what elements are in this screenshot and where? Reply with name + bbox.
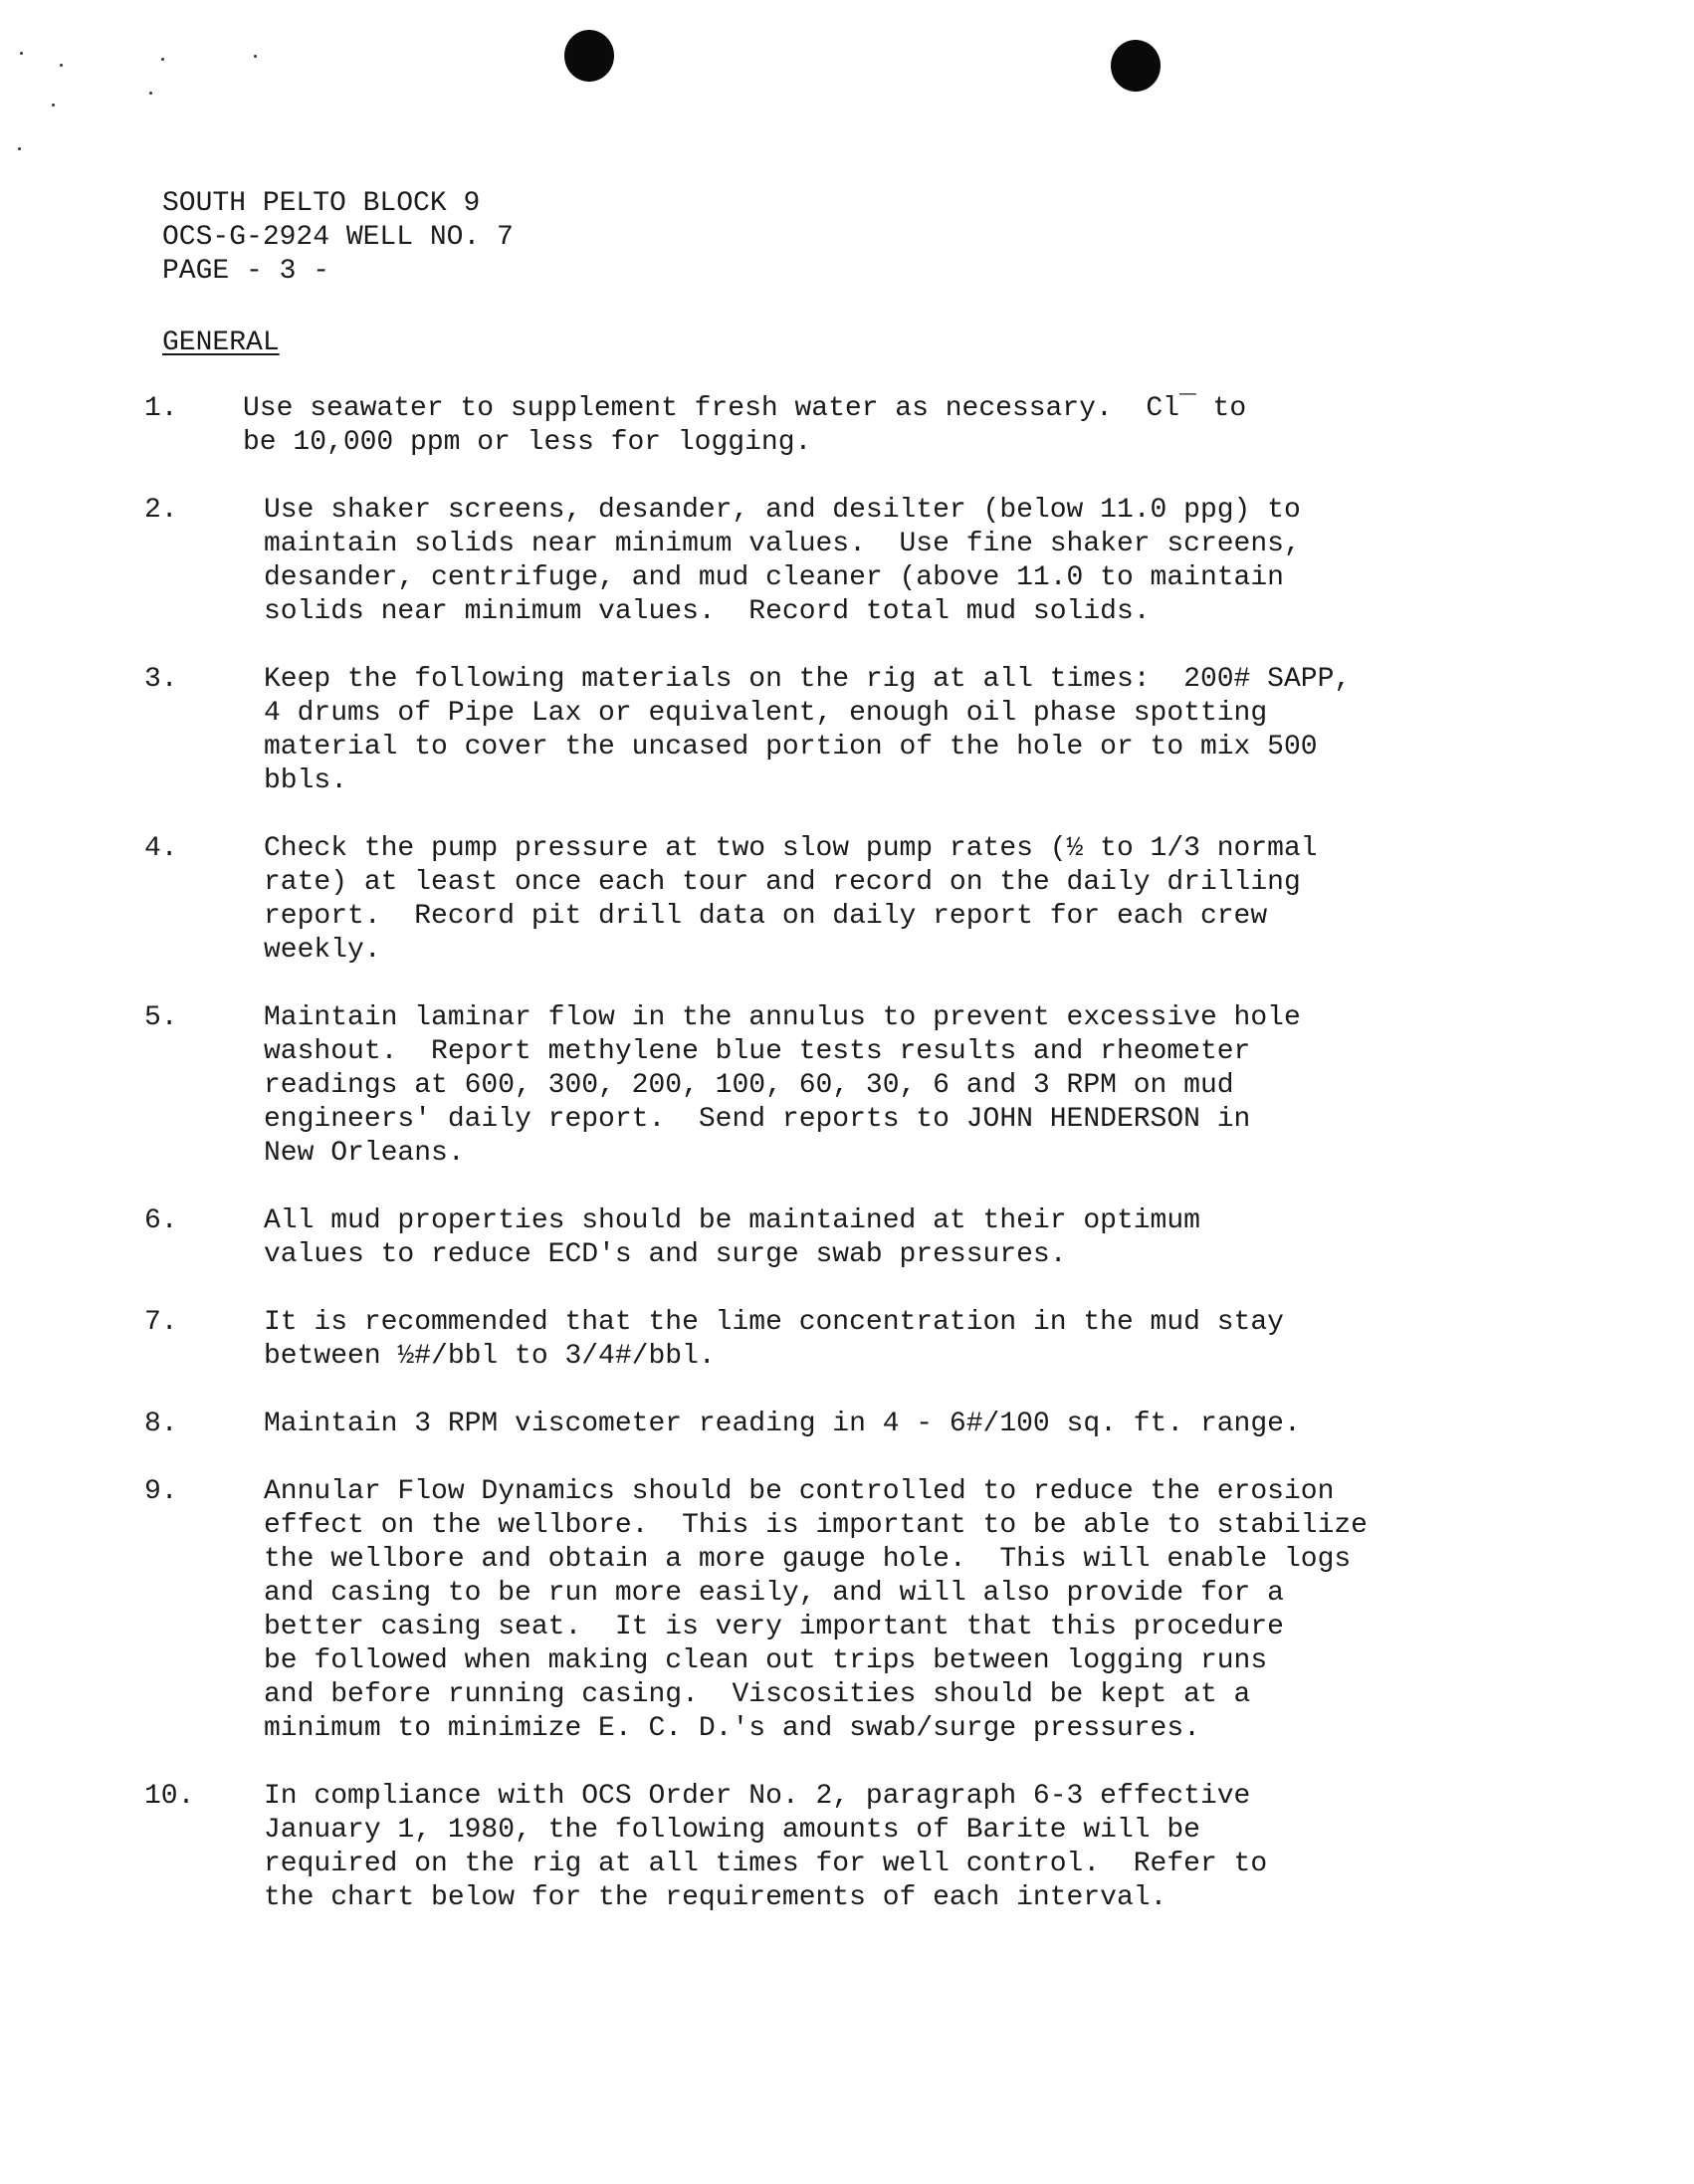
item-text-line: be followed when making clean out trips between logging runs (264, 1645, 1268, 1676)
item-text-line: report. Record pit drill data on daily report for each crew (264, 901, 1268, 932)
item-text-line: and casing to be run more easily, and will also provide for a (264, 1578, 1284, 1609)
item-text-line: the chart below for the requirements of each interval. (264, 1882, 1167, 1913)
item-text-line: All mud properties should be maintained at their optimum (264, 1205, 1200, 1236)
scan-speck (20, 52, 23, 55)
item-text-line: effect on the wellbore. This is important to be able to stabilize (264, 1510, 1368, 1541)
item-text (264, 1001, 1607, 1171)
item-text-line: Use seawater to supplement fresh water as necessary. Cl¯ to (243, 393, 1247, 424)
item-text (264, 1306, 1607, 1374)
section-title-general: GENERAL (162, 328, 280, 358)
scan-speck (149, 92, 152, 95)
item-number: 5. (144, 1002, 178, 1033)
item-text (243, 392, 1587, 460)
item-text-line: desander, centrifuge, and mud cleaner (above 11.0 to maintain (264, 562, 1284, 593)
item-text-line: material to cover the uncased portion of the hole or to mix 500 (264, 732, 1318, 763)
item-text (264, 663, 1607, 798)
scan-speck (254, 55, 257, 58)
item-text-line: minimum to minimize E. C. D.'s and swab/surge pressures. (264, 1713, 1200, 1744)
item-text-line: Keep the following materials on the rig at all times: 200# SAPP, (264, 664, 1352, 695)
item-text (264, 832, 1607, 968)
scan-speck (52, 104, 55, 107)
item-number: 1. (144, 393, 178, 424)
list-item (0, 1780, 1694, 1915)
punch-hole-left (564, 30, 614, 82)
item-text-line: Check the pump pressure at two slow pump rates (½ to 1/3 normal (264, 833, 1318, 864)
list-item (0, 1475, 1694, 1746)
item-number: 9. (144, 1476, 178, 1507)
header-well-line: OCS-G-2924 WELL NO. 7 (162, 222, 514, 253)
item-text-line: Annular Flow Dynamics should be controlled to reduce the erosion (264, 1476, 1335, 1507)
item-text-line: rate) at least once each tour and record on the daily drilling (264, 867, 1301, 898)
item-text-line: Maintain laminar flow in the annulus to prevent excessive hole (264, 1002, 1301, 1033)
list-item (0, 832, 1694, 968)
item-text-line: maintain solids near minimum values. Use fine shaker screens, (264, 529, 1301, 559)
list-item (0, 1204, 1694, 1272)
item-number: 6. (144, 1205, 178, 1236)
header-page-line: PAGE - 3 - (162, 256, 330, 287)
document-header (162, 187, 514, 289)
numbered-list (0, 392, 1694, 1949)
scan-speck (18, 147, 21, 150)
item-text-line: values to reduce ECD's and surge swab pressures. (264, 1239, 1067, 1270)
item-text-line: between ½#/bbl to 3/4#/bbl. (264, 1341, 716, 1372)
item-text-line: the wellbore and obtain a more gauge hole. This will enable logs (264, 1544, 1352, 1575)
list-item (0, 1408, 1694, 1441)
list-item (0, 663, 1694, 798)
item-text-line: weekly. (264, 935, 381, 966)
list-item (0, 1306, 1694, 1374)
scan-speck (60, 64, 63, 67)
item-text-line: washout. Report methylene blue tests results and rheometer (264, 1036, 1251, 1067)
item-text (264, 1475, 1607, 1746)
item-number: 4. (144, 833, 178, 864)
item-text (264, 1204, 1607, 1272)
list-item (0, 1001, 1694, 1171)
list-item (0, 494, 1694, 629)
item-text-line: Maintain 3 RPM viscometer reading in 4 - 6#/100 sq. ft. range. (264, 1409, 1301, 1439)
list-item (0, 392, 1694, 460)
item-text-line: required on the rig at all times for well control. Refer to (264, 1849, 1268, 1879)
item-number: 10. (144, 1781, 195, 1812)
item-text-line: be 10,000 ppm or less for logging. (243, 427, 812, 458)
item-text-line: Use shaker screens, desander, and desilter (below 11.0 ppg) to (264, 495, 1301, 526)
item-number: 2. (144, 495, 178, 526)
header-block-line: SOUTH PELTO BLOCK 9 (162, 188, 481, 219)
scan-speck (161, 58, 164, 61)
item-text-line: engineers' daily report. Send reports to JOHN HENDERSON in (264, 1104, 1251, 1135)
item-text (264, 494, 1607, 629)
punch-hole-right (1111, 40, 1161, 92)
item-number: 7. (144, 1307, 178, 1338)
item-text-line: January 1, 1980, the following amounts of Barite will be (264, 1815, 1200, 1846)
item-text-line: In compliance with OCS Order No. 2, paragraph 6-3 effective (264, 1781, 1251, 1812)
item-text-line: and before running casing. Viscosities should be kept at a (264, 1679, 1251, 1710)
item-text-line: 4 drums of Pipe Lax or equivalent, enough oil phase spotting (264, 698, 1268, 729)
item-text (264, 1780, 1607, 1915)
item-text-line: New Orleans. (264, 1138, 465, 1169)
item-number: 8. (144, 1409, 178, 1439)
item-text-line: bbls. (264, 765, 348, 796)
item-text-line: It is recommended that the lime concentration in the mud stay (264, 1307, 1284, 1338)
item-text-line: readings at 600, 300, 200, 100, 60, 30, 6 and 3 RPM on mud (264, 1070, 1234, 1101)
item-text (264, 1408, 1607, 1441)
item-number: 3. (144, 664, 178, 695)
item-text-line: solids near minimum values. Record total mud solids. (264, 596, 1151, 627)
item-text-line: better casing seat. It is very important that this procedure (264, 1612, 1284, 1642)
